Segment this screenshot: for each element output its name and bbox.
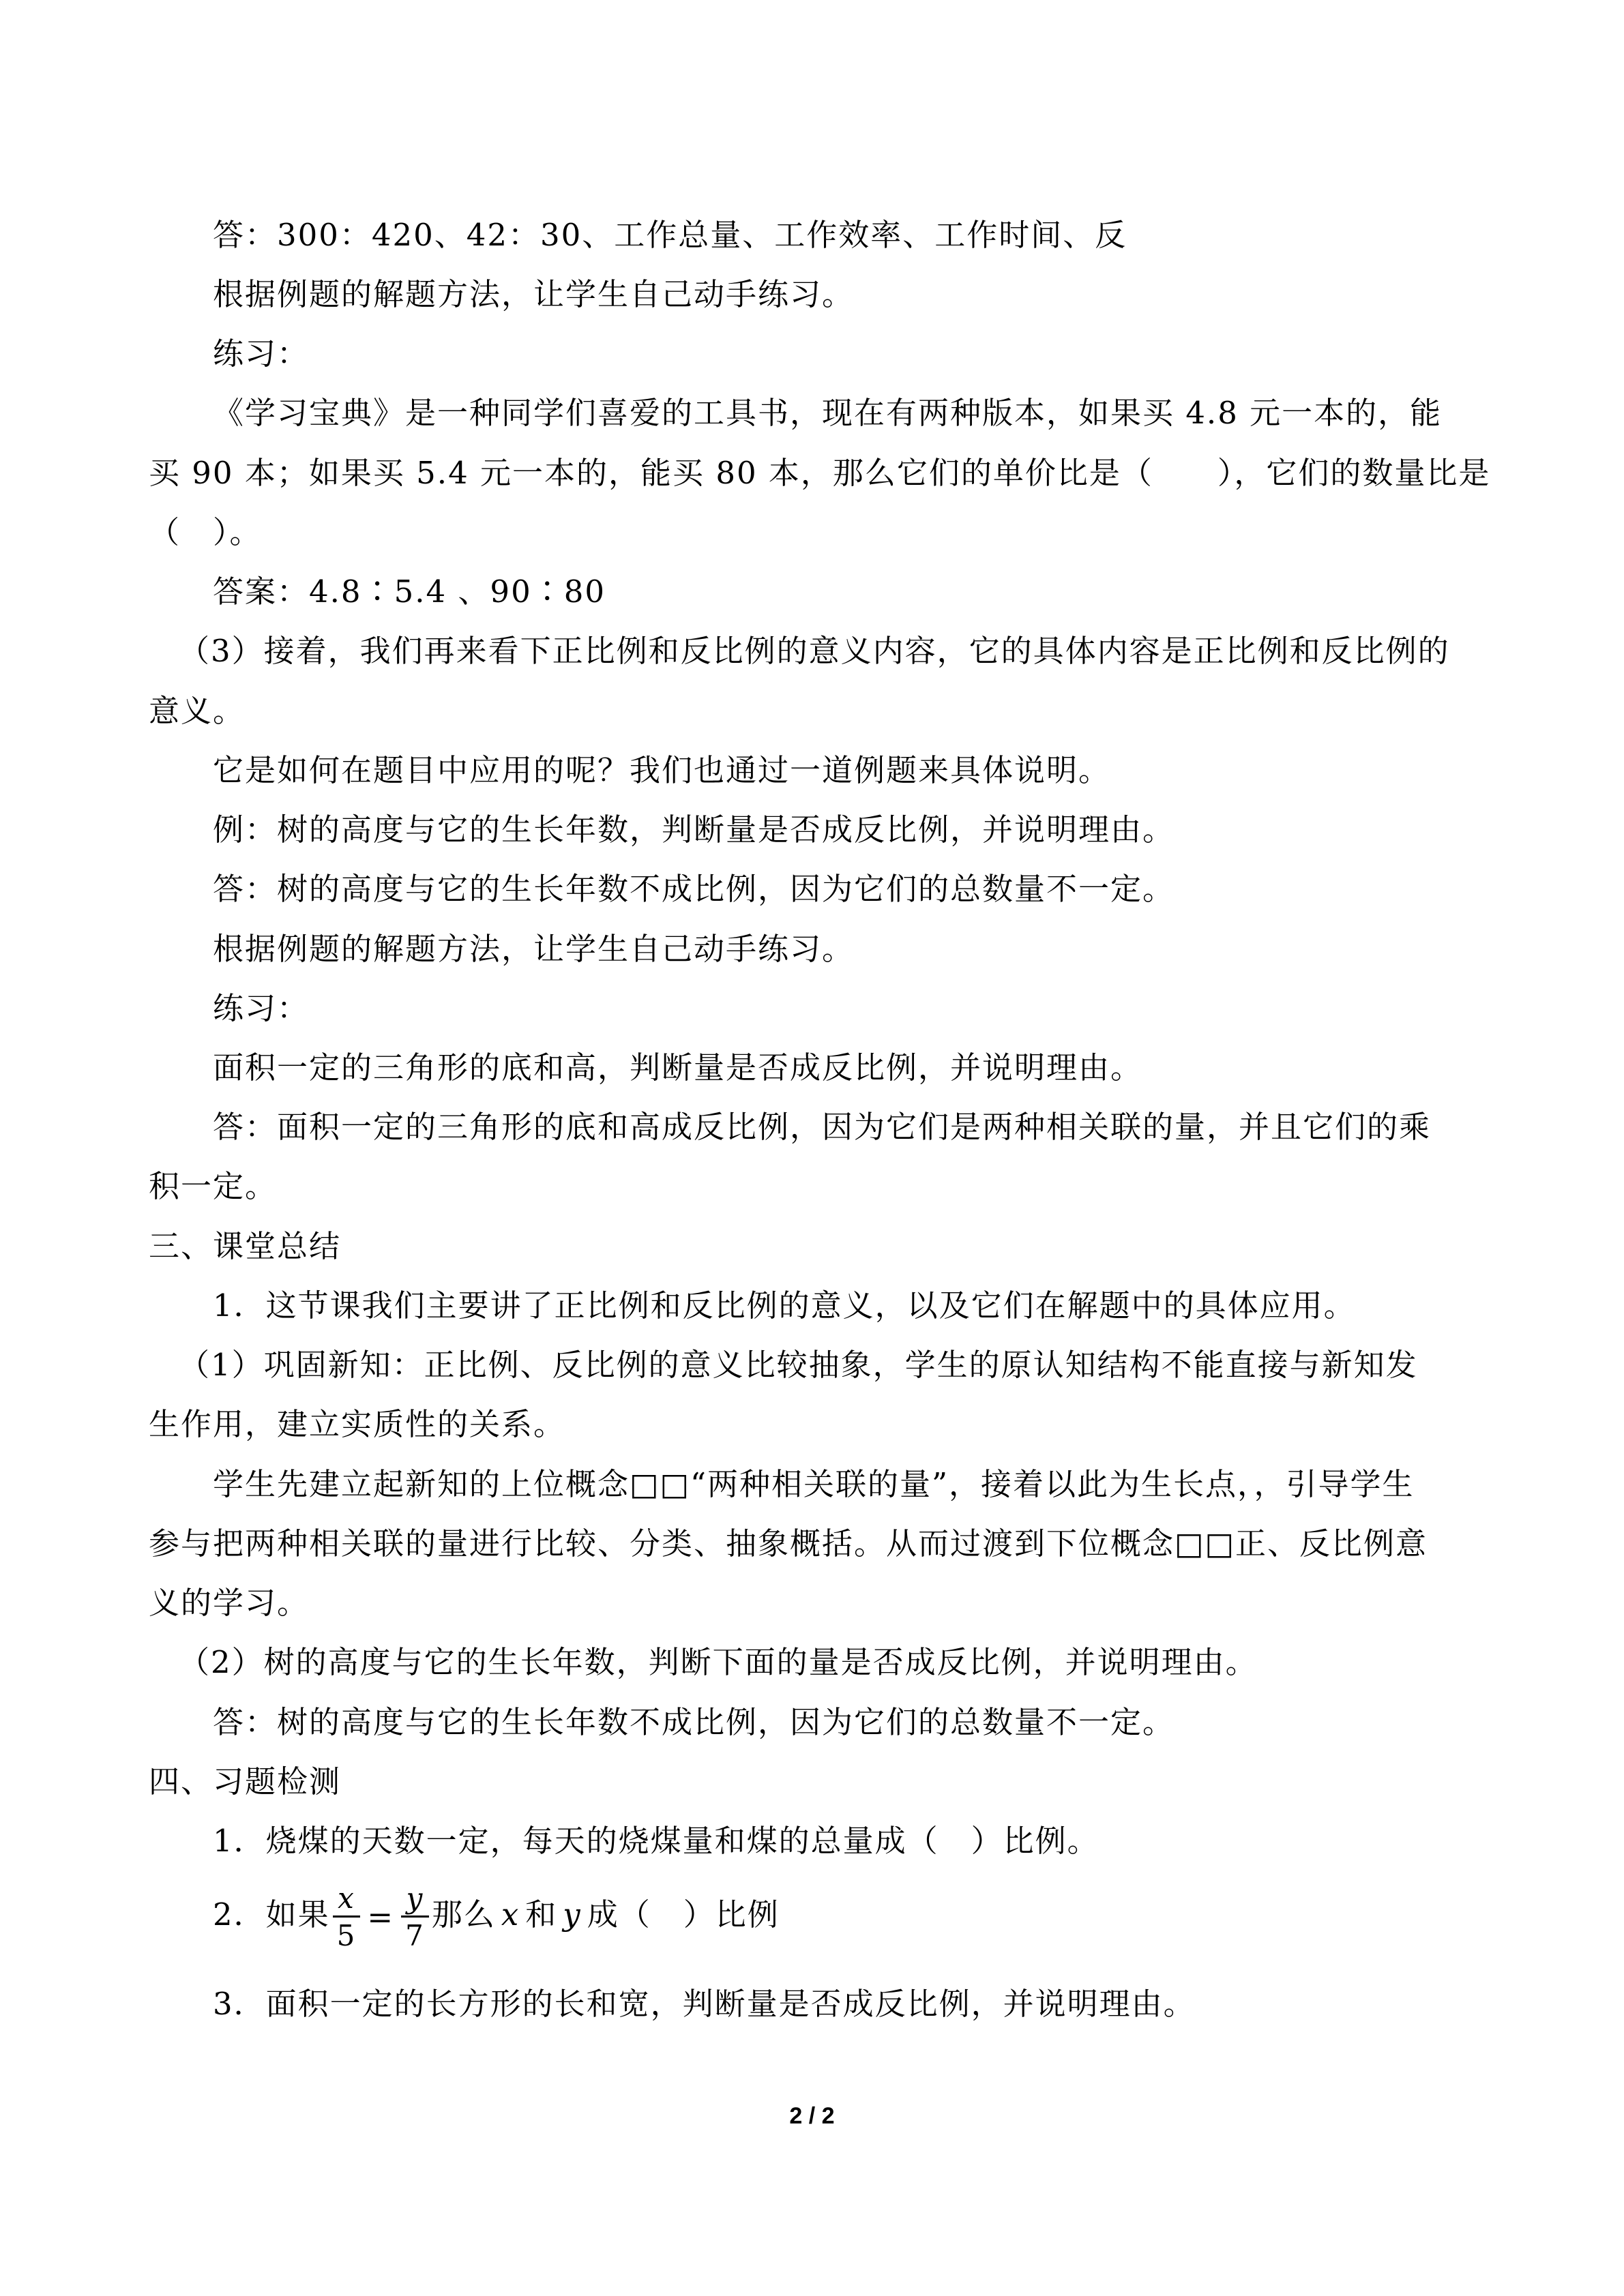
instruction-line: 根据例题的解题方法，让学生自己动手练习。: [213, 276, 855, 312]
summary-point-1: 1．这节课我们主要讲了正比例和反比例的意义，以及它们在解题中的具体应用。: [213, 1287, 1356, 1324]
example-question: 例：树的高度与它的生长年数，判断量是否成反比例，并说明理由。: [213, 811, 1175, 848]
instruction-line-2: 根据例题的解题方法，让学生自己动手练习。: [213, 931, 855, 967]
q2-middle-2: 和: [525, 1896, 558, 1933]
concept-paragraph-line-3: 义的学习。: [149, 1585, 310, 1621]
example-answer: 答：树的高度与它的生长年数不成比例，因为它们的总数量不一定。: [213, 871, 1175, 907]
summary-sub-2: （2）树的高度与它的生长年数，判断下面的量是否成反比例，并说明理由。: [179, 1644, 1258, 1680]
check-question-2: [213, 1881, 780, 1952]
fraction-y-numerator: y: [401, 1884, 429, 1918]
concept-paragraph-line-1: 学生先建立起新知的上位概念□□“两种相关联的量”，接着以此为生长点，，引导学生: [213, 1466, 1415, 1502]
exercise-heading: 练习：: [213, 336, 310, 372]
fraction-5-denominator: 5: [336, 1919, 357, 1952]
summary-sub-2-answer: 答：树的高度与它的生长年数不成比例，因为它们的总数量不一定。: [213, 1704, 1175, 1740]
page-number: 2 / 2: [789, 2103, 835, 2129]
exercise-text-line-2-text: 买 90 本；如果买 5.4 元一本的，能买 80 本，那么它们的单价比是（ ），它们的数量比是: [149, 455, 1491, 491]
exercise-text-line-2: [149, 453, 1491, 494]
section-3-line-2: 意义。: [149, 693, 246, 729]
summary-sub-1-line-1: （1）巩固新知：正比例、反比例的意义比较抽象，学生的原认知结构不能直接与新知发: [179, 1347, 1418, 1383]
exercise-answer-2-line-2: 积一定。: [149, 1168, 278, 1204]
q2-prefix: 2．如果: [213, 1896, 330, 1933]
section-3-line-1: （3）接着，我们再来看下正比例和反比例的意义内容，它的具体内容是正比例和反比例的: [179, 633, 1450, 669]
application-intro: 它是如何在题目中应用的呢？我们也通过一道例题来具体说明。: [213, 752, 1111, 788]
fraction-7-denominator: 7: [405, 1919, 425, 1952]
exercise-text-line-3: （ ）。: [149, 514, 262, 550]
q2-middle-1: 那么: [431, 1896, 496, 1933]
fraction-x-numerator: x: [333, 1884, 361, 1918]
exercise-answer: 答案：4.8∶5.4 、90∶80: [213, 573, 606, 610]
fraction-y-over-7: [401, 1881, 429, 1952]
check-question-1: 1．烧煤的天数一定，每天的烧煤量和煤的总量成（ ）比例。: [213, 1823, 1099, 1859]
check-question-3: 3．面积一定的长方形的长和宽，判断量是否成反比例，并说明理由。: [213, 1986, 1196, 2022]
summary-sub-1-line-2: 生作用，建立实质性的关系。: [149, 1406, 566, 1442]
exercise-text-line-1: 《学习宝典》是一种同学们喜爱的工具书，现在有两种版本，如果买 4.8 元一本的，能: [213, 395, 1443, 431]
variable-x: x: [501, 1896, 520, 1933]
fraction-x-over-5: [333, 1881, 361, 1952]
variable-y: y: [563, 1896, 582, 1933]
heading-class-summary: 三、课堂总结: [149, 1228, 342, 1264]
q2-suffix: 成（ ）比例: [587, 1896, 780, 1933]
equals-sign: =: [367, 1898, 395, 1935]
exercise-question-2: 面积一定的三角形的底和高，判断量是否成反比例，并说明理由。: [213, 1049, 1143, 1086]
exercise-heading-2: 练习：: [213, 990, 310, 1026]
heading-exercise-check: 四、习题检测: [149, 1763, 342, 1800]
concept-paragraph-line-2: 参与把两种相关联的量进行比较、分类、抽象概括。从而过渡到下位概念□□正、反比例意: [149, 1525, 1428, 1562]
exercise-answer-2-line-1: 答：面积一定的三角形的底和高成反比例，因为它们是两种相关联的量，并且它们的乘: [213, 1109, 1432, 1145]
answer-ratio-line: 答：300：420、42：30、工作总量、工作效率、工作时间、反: [213, 217, 1127, 253]
